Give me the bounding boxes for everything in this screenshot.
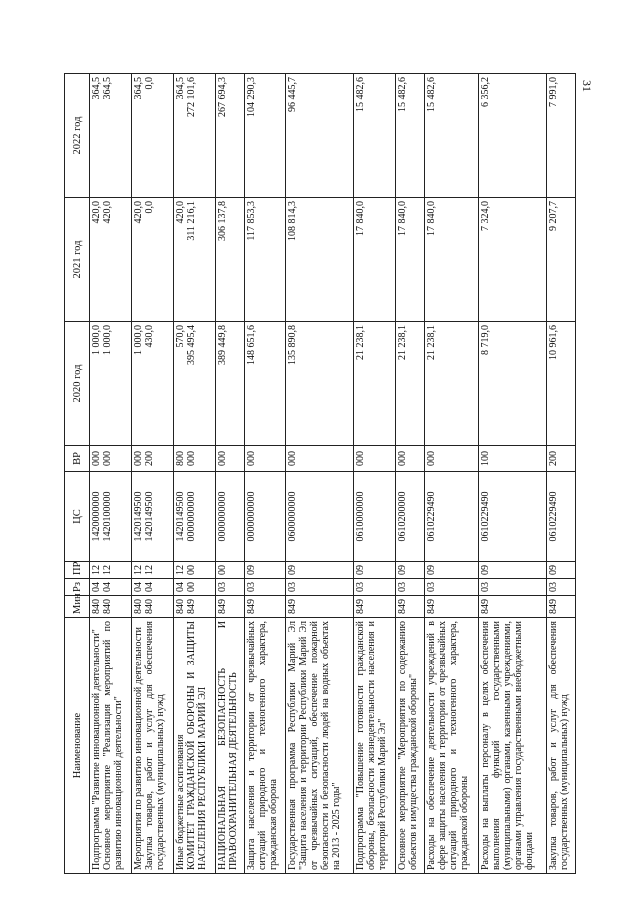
header-2020: 2020 год [65, 322, 90, 446]
cell-pr [424, 562, 479, 579]
cell-y2022-value: 364,5 [91, 77, 102, 100]
cell-vr-value: 000 [287, 451, 299, 466]
cell-vr-value: 000 [132, 451, 144, 466]
cell-rz [353, 579, 395, 596]
cell-y2021 [215, 198, 244, 322]
cell-y2022-value: 364,5 [102, 77, 113, 100]
cell-pr-value: 09 [480, 565, 492, 575]
cell-cs-value: 0610229490 [547, 491, 559, 542]
cell-rz [546, 579, 575, 596]
cell-y2020-value: 389 449,8 [216, 325, 228, 365]
cell-y2020-value: 1 000,0 [102, 325, 113, 355]
budget-table [64, 73, 576, 874]
cell-min [546, 596, 575, 618]
cell-pr-value: 09 [547, 565, 559, 575]
row-name-cell [173, 618, 215, 874]
cell-cs-value: 0610229490 [425, 491, 437, 542]
cell-y2022 [546, 74, 575, 198]
cell-rz [395, 579, 424, 596]
cell-y2022-value: 364,5 [174, 77, 186, 100]
cell-y2022 [131, 74, 173, 198]
cell-vr [286, 446, 353, 472]
row-name-line: Расходы на обеспечение деятельности учреждений в сфере защиты населения и территории от чрезвычайных ситуаций природного и техногенного характера, гражданской обороны [425, 621, 470, 870]
cell-y2021 [479, 198, 546, 322]
cell-pr-value: 09 [396, 565, 408, 575]
row-name-line: Подпрограмма "Повышение готовности гражданской обороны, безопасности жизнедеятельности населения и территорий Республики Марий Эл" [354, 621, 388, 870]
cell-y2022-value: 96 445,7 [287, 77, 299, 112]
cell-rz [244, 579, 286, 596]
page-number: 31 [580, 80, 594, 92]
cell-min [479, 596, 546, 618]
row-name-cell [215, 618, 244, 874]
cell-y2020 [479, 322, 546, 446]
cell-min [286, 596, 353, 618]
cell-y2020 [353, 322, 395, 446]
cell-cs [131, 472, 173, 562]
row-name-cell [244, 618, 286, 874]
cell-y2022-value: 15 482,6 [425, 77, 437, 112]
cell-y2021-value: 420,0 [102, 201, 113, 224]
cell-min-value: 849 [287, 599, 299, 614]
cell-y2020-value: 21 238,1 [396, 325, 408, 360]
cell-vr-value: 000 [396, 451, 408, 466]
cell-vr-value: 000 [245, 451, 257, 466]
cell-min-value: 849 [425, 599, 437, 614]
cell-y2021-value: 420,0 [132, 201, 144, 224]
cell-y2021 [424, 198, 479, 322]
cell-pr-value: 09 [354, 565, 366, 575]
cell-pr [90, 562, 132, 579]
cell-min [424, 596, 479, 618]
cell-cs [395, 472, 424, 562]
cell-y2022 [479, 74, 546, 198]
cell-y2021 [90, 198, 132, 322]
cell-y2022 [286, 74, 353, 198]
table-row [395, 74, 424, 874]
cell-rz-value: 03 [216, 582, 228, 592]
cell-y2020-value: 148 651,6 [245, 325, 257, 365]
cell-rz-value: 03 [245, 582, 257, 592]
cell-y2022-value: 6 356,2 [480, 77, 492, 107]
cell-cs [479, 472, 546, 562]
cell-vr [90, 446, 132, 472]
cell-pr [131, 562, 173, 579]
cell-rz [479, 579, 546, 596]
cell-rz [131, 579, 173, 596]
cell-pr-value: 09 [425, 565, 437, 575]
cell-vr-value: 000 [216, 451, 228, 466]
cell-y2020 [395, 322, 424, 446]
cell-min-value: 840 [91, 599, 102, 614]
cell-pr-value: 00 [216, 565, 228, 575]
cell-vr-value: 000 [102, 451, 113, 466]
cell-y2020-value: 10 961,6 [547, 325, 559, 360]
table-row [424, 74, 479, 874]
cell-y2020-value: 570,0 [174, 325, 186, 348]
cell-pr-value: 12 [102, 565, 113, 575]
cell-pr-value: 12 [132, 565, 144, 575]
cell-cs [353, 472, 395, 562]
cell-cs-value: 1420149500 [143, 491, 155, 542]
cell-pr [244, 562, 286, 579]
cell-y2021-value: 420,0 [91, 201, 102, 224]
cell-vr [424, 446, 479, 472]
table-row [173, 74, 215, 874]
header-2021: 2021 год [65, 198, 90, 322]
cell-pr [546, 562, 575, 579]
table-row [546, 74, 575, 874]
cell-y2021-value: 306 137,8 [216, 201, 228, 241]
cell-y2022 [173, 74, 215, 198]
cell-min-value: 849 [396, 599, 408, 614]
cell-rz-value: 04 [143, 582, 155, 592]
row-name-line: Иные бюджетные ассигнования [174, 734, 186, 870]
cell-vr [546, 446, 575, 472]
cell-cs-value: 0000000000 [245, 491, 257, 542]
cell-y2021-value: 7 324,0 [480, 201, 492, 231]
cell-vr [353, 446, 395, 472]
cell-y2021-value: 17 840,0 [354, 201, 366, 236]
cell-y2021 [546, 198, 575, 322]
cell-y2021 [286, 198, 353, 322]
cell-rz-value: 03 [354, 582, 366, 592]
cell-min-value: 840 [143, 599, 155, 614]
cell-vr-value: 000 [185, 451, 197, 466]
header-rz: Рз [65, 579, 90, 596]
row-name-cell [131, 618, 173, 874]
table-row [244, 74, 286, 874]
cell-rz [286, 579, 353, 596]
cell-y2022-value: 267 694,3 [216, 77, 228, 117]
cell-y2022 [424, 74, 479, 198]
row-name-cell [286, 618, 353, 874]
cell-cs-value: 1420100000 [102, 491, 113, 542]
row-name-line: Закупка товаров, работ и услуг для обеспечения государственных (муниципальных) нужд [547, 621, 570, 870]
cell-rz-value: 04 [102, 582, 113, 592]
table-row [131, 74, 173, 874]
table-row [479, 74, 546, 874]
cell-rz-value: 04 [132, 582, 144, 592]
header-min: Мин [65, 596, 90, 618]
cell-min [353, 596, 395, 618]
cell-min [131, 596, 173, 618]
cell-min-value: 849 [245, 599, 257, 614]
cell-vr [215, 446, 244, 472]
cell-y2021 [353, 198, 395, 322]
cell-y2022 [90, 74, 132, 198]
cell-pr-value: 09 [245, 565, 257, 575]
cell-cs [546, 472, 575, 562]
cell-vr [395, 446, 424, 472]
cell-y2021 [173, 198, 215, 322]
cell-pr-value: 12 [174, 565, 186, 575]
cell-vr-value: 000 [354, 451, 366, 466]
cell-vr-value: 200 [143, 451, 155, 466]
cell-min-value: 849 [480, 599, 492, 614]
cell-pr [173, 562, 215, 579]
cell-min-value: 840 [102, 599, 113, 614]
cell-pr [286, 562, 353, 579]
cell-cs [286, 472, 353, 562]
row-name-line: Основное мероприятие "Реализация мероприятий по развитию инновационной деятельности" [102, 621, 124, 870]
cell-rz-value: 03 [480, 582, 492, 592]
cell-rz-value: 00 [185, 582, 197, 592]
cell-vr [131, 446, 173, 472]
cell-y2022-value: 15 482,6 [396, 77, 408, 112]
cell-y2022 [353, 74, 395, 198]
cell-cs [173, 472, 215, 562]
cell-y2020-value: 21 238,1 [425, 325, 437, 360]
cell-y2020 [424, 322, 479, 446]
cell-y2021 [131, 198, 173, 322]
cell-min-value: 840 [174, 599, 186, 614]
cell-y2021-value: 108 814,3 [287, 201, 299, 241]
row-name-cell [546, 618, 575, 874]
cell-y2021-value: 17 840,0 [425, 201, 437, 236]
cell-y2021-value: 420,0 [174, 201, 186, 224]
table-row [286, 74, 353, 874]
cell-vr-value: 800 [174, 451, 186, 466]
row-name-line: Мероприятия по развитию инновационной деятельности [132, 627, 144, 870]
cell-min-value: 849 [547, 599, 559, 614]
cell-cs-value: 0600000000 [287, 491, 299, 542]
cell-rz [90, 579, 132, 596]
cell-y2022-value: 364,5 [132, 77, 144, 100]
row-name-line: Государственная программа Республики Марий Эл "Защита населения и территории Республики Марий Эл от чрезвычайных ситуаций, обеспечение пожарной безопасности и безопасности людей на водных объектах на 2013 - 2025 годы" [287, 621, 343, 870]
row-name-line: Закупка товаров, работ и услуг для обеспечения государственных (муниципальных) нужд [143, 621, 166, 870]
cell-pr-value: 12 [91, 565, 102, 575]
table-row [353, 74, 395, 874]
cell-vr [173, 446, 215, 472]
cell-min-value: 849 [216, 599, 228, 614]
cell-cs-value: 0610000000 [354, 491, 366, 542]
rotated-table-frame [64, 74, 576, 874]
table-row [90, 74, 132, 874]
cell-y2020 [90, 322, 132, 446]
cell-y2020 [131, 322, 173, 446]
cell-y2021-value: 311 216,1 [185, 201, 197, 241]
header-name: Наименование [65, 618, 90, 874]
cell-y2020-value: 430,0 [143, 325, 155, 348]
cell-y2020-value: 8 719,0 [480, 325, 492, 355]
cell-y2022 [215, 74, 244, 198]
cell-rz-value: 03 [287, 582, 299, 592]
cell-vr-value: 000 [91, 451, 102, 466]
cell-y2022 [244, 74, 286, 198]
row-name-cell [424, 618, 479, 874]
cell-cs [424, 472, 479, 562]
row-name-cell [479, 618, 546, 874]
header-pr: ПР [65, 562, 90, 579]
header-2022: 2022 год [65, 74, 90, 198]
cell-y2022-value: 272 101,6 [185, 77, 197, 117]
cell-vr [244, 446, 286, 472]
cell-pr [395, 562, 424, 579]
cell-y2020-value: 395 495,4 [185, 325, 197, 365]
cell-cs [215, 472, 244, 562]
table-body [90, 74, 576, 874]
cell-min [173, 596, 215, 618]
row-name-line: Расходы на выплаты персоналу в целях обеспечения выполнения функций государственными (муниципальными) органами, казенными учреждениями, органами управления государственными внебюджетными фондами [480, 621, 536, 870]
cell-rz [215, 579, 244, 596]
cell-min [215, 596, 244, 618]
cell-vr [479, 446, 546, 472]
cell-pr [353, 562, 395, 579]
header-cs: ЦС [65, 472, 90, 562]
cell-y2021-value: 0,0 [143, 201, 155, 214]
cell-pr [215, 562, 244, 579]
cell-rz-value: 04 [174, 582, 186, 592]
cell-y2020-value: 1 000,0 [91, 325, 102, 355]
cell-y2021-value: 17 840,0 [396, 201, 408, 236]
cell-y2022-value: 7 991,0 [547, 77, 559, 107]
cell-y2020-value: 135 890,8 [287, 325, 299, 365]
cell-rz-value: 03 [396, 582, 408, 592]
row-name-line: НАЦИОНАЛЬНАЯ БЕЗОПАСНОСТЬ И ПРАВООХРАНИТЕЛЬНАЯ ДЕЯТЕЛЬНОСТЬ [216, 621, 239, 870]
cell-y2020 [286, 322, 353, 446]
cell-y2021-value: 117 853,3 [245, 201, 257, 241]
row-name-line: Подпрограмма "Развитие инновационной деятельности" [91, 629, 102, 870]
table-row [215, 74, 244, 874]
row-name-line: Защита населения и территории от чрезвычайных ситуаций природного и техногенного характера, гражданская оборона [245, 621, 279, 870]
header-vr: ВР [65, 446, 90, 472]
cell-pr [479, 562, 546, 579]
cell-vr-value: 200 [547, 451, 559, 466]
cell-min [90, 596, 132, 618]
cell-y2022-value: 15 482,6 [354, 77, 366, 112]
cell-y2020 [546, 322, 575, 446]
cell-rz-value: 03 [425, 582, 437, 592]
cell-min-value: 849 [185, 599, 197, 614]
row-name-cell [353, 618, 395, 874]
cell-y2022-value: 0,0 [143, 77, 155, 90]
cell-pr-value: 00 [185, 565, 197, 575]
cell-y2020-value: 21 238,1 [354, 325, 366, 360]
row-name-line: КОМИТЕТ ГРАЖДАНСКОЙ ОБОРОНЫ И ЗАЩИТЫ НАСЕЛЕНИЯ РЕСПУБЛИКИ МАРИЙ ЭЛ [185, 621, 208, 870]
cell-y2020 [173, 322, 215, 446]
cell-cs [244, 472, 286, 562]
cell-y2020 [215, 322, 244, 446]
cell-cs-value: 0000000000 [185, 491, 197, 542]
cell-cs-value: 1420000000 [91, 491, 102, 542]
cell-vr-value: 100 [480, 451, 492, 466]
cell-cs-value: 1420149500 [132, 491, 144, 542]
cell-rz-value: 04 [91, 582, 102, 592]
cell-y2020 [244, 322, 286, 446]
cell-min-value: 840 [132, 599, 144, 614]
table-header-row [65, 74, 90, 874]
cell-y2022-value: 104 290,3 [245, 77, 257, 117]
row-name-cell [90, 618, 132, 874]
cell-vr-value: 000 [425, 451, 437, 466]
cell-cs-value: 1420149500 [174, 491, 186, 542]
cell-cs-value: 0610200000 [396, 491, 408, 542]
row-name-line: Основное мероприятие "Мероприятия по содержанию объектов и имущества гражданской обороны" [396, 621, 419, 870]
cell-rz [173, 579, 215, 596]
row-name-cell [395, 618, 424, 874]
cell-min [244, 596, 286, 618]
cell-y2021 [395, 198, 424, 322]
cell-rz-value: 03 [547, 582, 559, 592]
cell-y2021 [244, 198, 286, 322]
cell-min [395, 596, 424, 618]
cell-cs-value: 0610229490 [480, 491, 492, 542]
cell-cs-value: 0000000000 [216, 491, 228, 542]
cell-y2020-value: 1 000,0 [132, 325, 144, 355]
cell-y2022 [395, 74, 424, 198]
cell-cs [90, 472, 132, 562]
cell-y2021-value: 9 207,7 [547, 201, 559, 231]
cell-min-value: 849 [354, 599, 366, 614]
cell-pr-value: 12 [143, 565, 155, 575]
cell-pr-value: 09 [287, 565, 299, 575]
cell-rz [424, 579, 479, 596]
